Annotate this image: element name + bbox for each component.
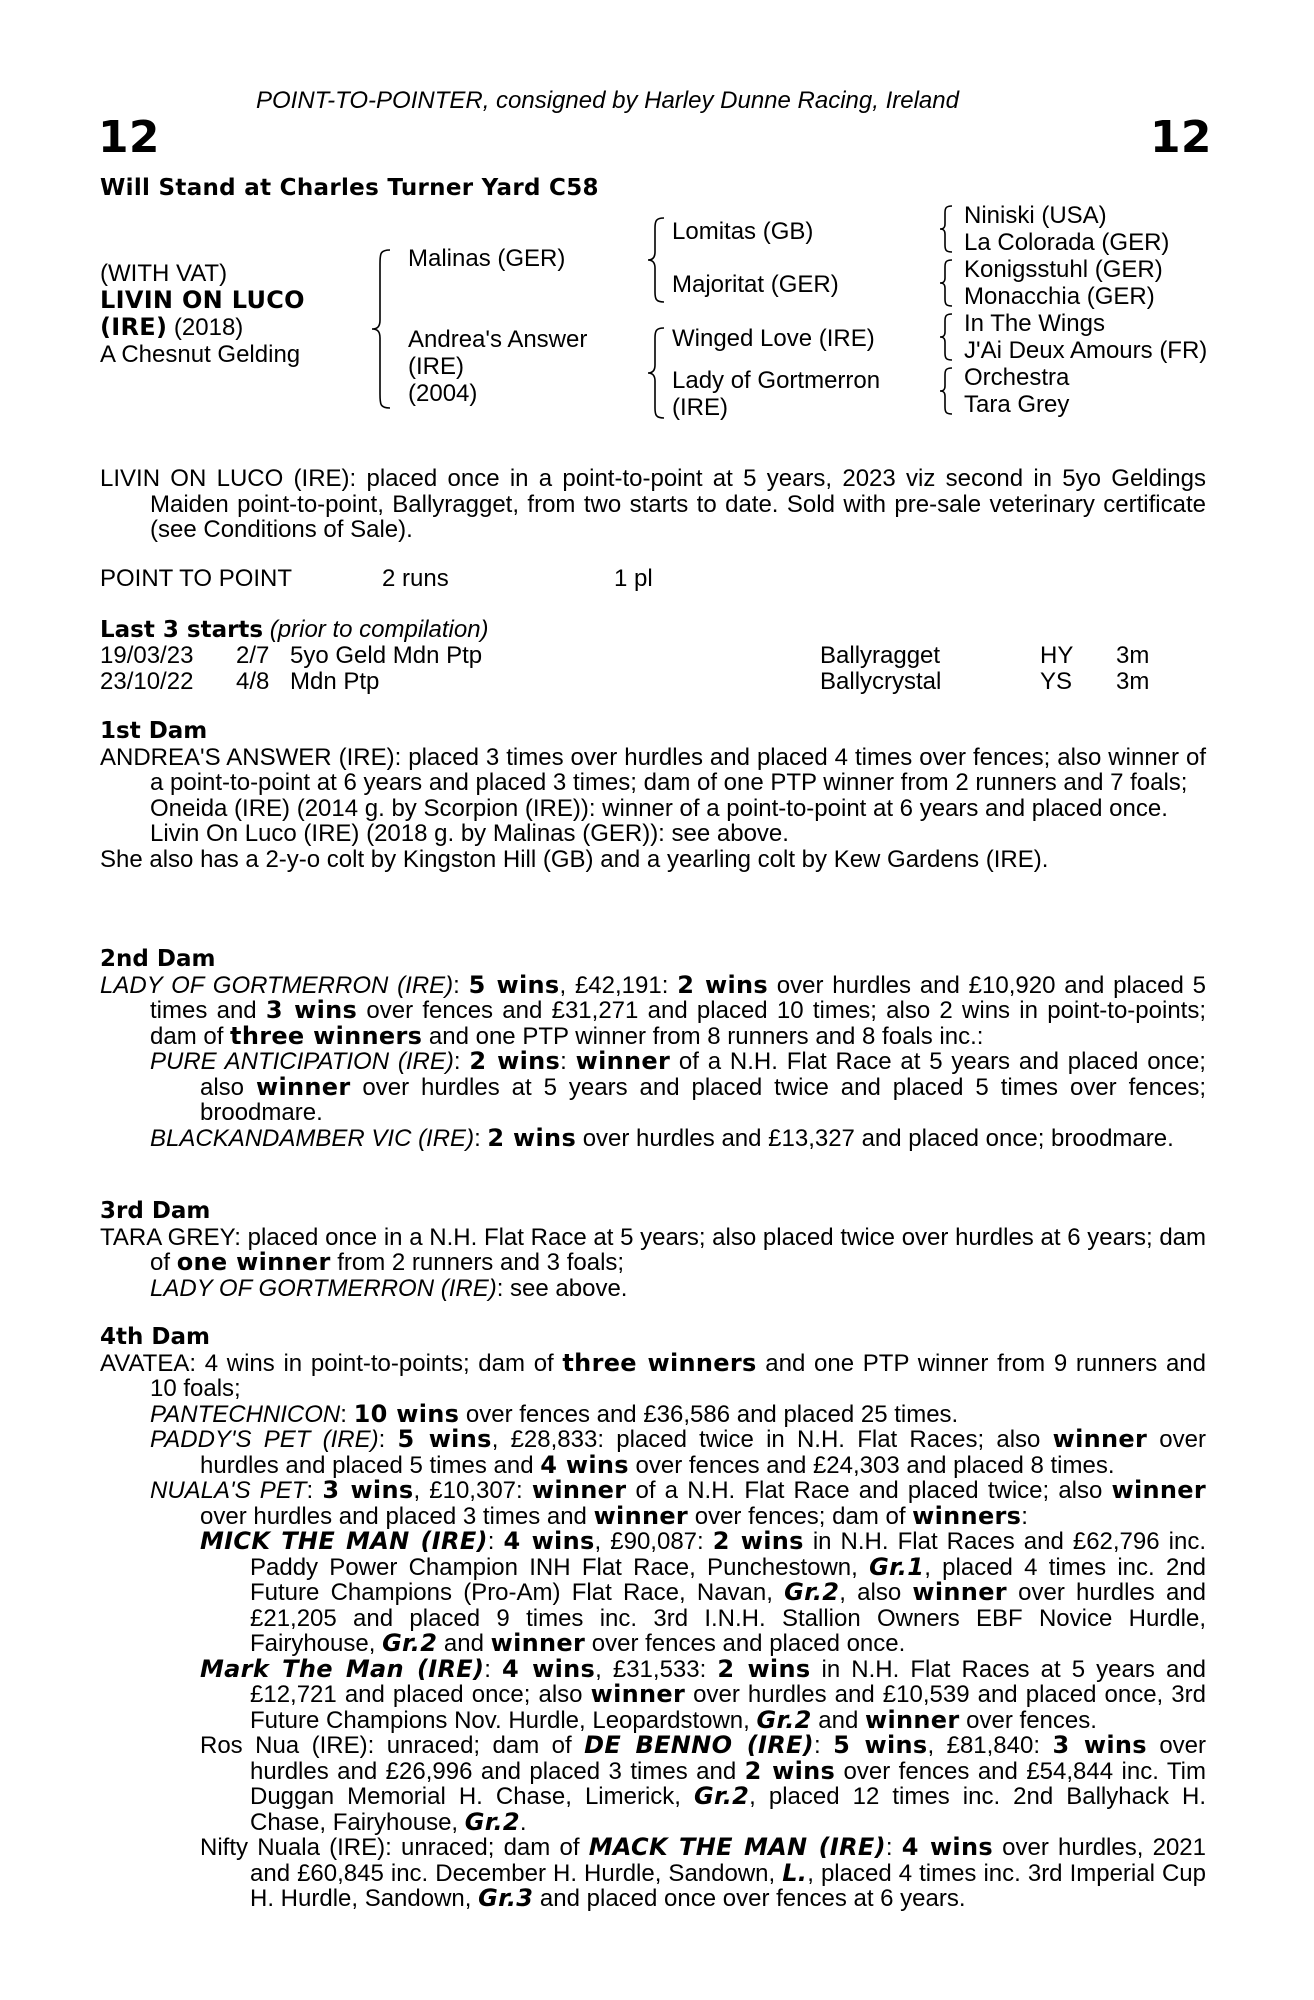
first-dam-produce: Livin On Luco (IRE) (2018 g. by Malinas (GER)): see above. <box>150 820 789 847</box>
third-dam-produce: LADY OF GORTMERRON (IRE): see above. <box>150 1274 628 1302</box>
fourth-dam-grandproduce: Ros Nua (IRE): unraced; dam of DE BENNO (IRE): 5 wins, £81,840: 3 wins over hurdles and £26,996 and placed 3 times and 2 wins over fences and £54,844 inc. Tim Duggan Memorial H. Chase, Limerick, Gr.2, placed 12 times inc. 2nd Ballyhack H. Chase, Fairyhouse, Gr.2. <box>200 1731 1207 1836</box>
lot-number-left: 12 <box>98 112 160 163</box>
vat-note: (WITH VAT) <box>100 260 228 287</box>
pedigree-dam: Andrea's Answer (IRE) (2004) <box>408 326 588 407</box>
record-runs: 2 runs <box>382 565 449 592</box>
pedigree-ss-dam: La Colorada (GER) <box>964 229 1170 256</box>
first-dam-text: ANDREA'S ANSWER (IRE): placed 3 times over hurdles and placed 4 times over fences; also winner of a point-to-point at 6 years and placed 3 times; dam of one PTP winner from 2 runners and 7 foals; <box>100 743 1206 796</box>
pedigree-sd-dam: Monacchia (GER) <box>964 283 1155 310</box>
pedigree-dam-sire: Winged Love (IRE) <box>672 325 875 352</box>
fourth-dam-produce: PANTECHNICON: 10 wins over fences and £36,586 and placed 25 times. <box>150 1399 959 1428</box>
pedigree-brace-sd <box>938 258 954 308</box>
fourth-dam-grandproduce: Nifty Nuala (IRE): unraced; dam of MACK THE MAN (IRE): 4 wins over hurdles, 2021 and £60,845 inc. December H. Hurdle, Sandown, L., placed 4 times inc. 3rd Imperial Cup H. Hurdle, Sandown, Gr.3 and placed once over fences at 6 years. <box>200 1833 1207 1912</box>
pedigree-sire-sire: Lomitas (GB) <box>672 218 814 245</box>
third-dam-section <box>100 1199 1206 1301</box>
pedigree-brace-dd <box>938 366 954 416</box>
pedigree-dd-dam: Tara Grey <box>964 391 1070 418</box>
pedigree-brace-sire <box>646 216 666 304</box>
second-dam-produce: PURE ANTICIPATION (IRE): 2 wins: winner of a N.H. Flat Race at 5 years and placed once; also winner over hurdles at 5 years and placed twice and placed 5 times over fences; broodmare. <box>150 1047 1206 1126</box>
fourth-dam-produce: PADDY'S PET (IRE): 5 wins, £28,833: placed twice in N.H. Flat Races; also winner over hurdles and placed 5 times and 4 wins over fences and £24,303 and placed 8 times. <box>150 1425 1206 1479</box>
second-dam-text: LADY OF GORTMERRON (IRE): 5 wins, £42,191: 2 wins over hurdles and £10,920 and placed 5 times and 3 wins over fences and £31,271 and placed 10 times; also 2 wins in point-to-points; dam of three winners and one PTP winner from 8 runners and 8 foals inc.: <box>100 970 1207 1050</box>
pedigree-brace-dam <box>646 326 666 420</box>
pedigree-brace-ds <box>938 312 954 362</box>
third-dam-heading: 3rd Dam <box>100 1198 211 1224</box>
second-dam-heading: 2nd Dam <box>100 946 216 972</box>
last-starts-heading: Last 3 starts (prior to compilation) <box>100 616 489 643</box>
pedigree-ds-sire: In The Wings <box>964 310 1105 337</box>
second-dam-section <box>100 947 1206 1151</box>
fourth-dam-grandproduce: Mark The Man (IRE): 4 wins, £31,533: 2 wins in N.H. Flat Races at 5 years and £12,721 and placed once; also winner over hurdles and £10,539 and placed once, 3rd Future Champions Nov. Hurdle, Leopardstown, Gr.2 and winner over fences. <box>200 1654 1207 1734</box>
horse-name: LIVIN ON LUCO <box>100 286 305 314</box>
stable-location: Will Stand at Charles Turner Yard C58 <box>100 175 599 201</box>
pedigree-sd-sire: Konigsstuhl (GER) <box>964 256 1163 283</box>
fourth-dam-section <box>100 1325 1206 1912</box>
first-dam-produce: Oneida (IRE) (2014 g. by Scorpion (IRE)): winner of a point-to-point at 6 years and placed once. <box>150 794 1168 822</box>
consignor-line: POINT-TO-POINTER, consigned by Harley Dunne Racing, Ireland <box>256 87 959 114</box>
third-dam-text: TARA GREY: placed once in a N.H. Flat Race at 5 years; also placed twice over hurdles at 6 years; dam of one winner from 2 runners and 3 foals; <box>100 1223 1206 1276</box>
pedigree-dd-sire: Orchestra <box>964 364 1070 391</box>
race-summary: LIVIN ON LUCO (IRE): placed once in a point-to-point at 5 years, 2023 viz second in 5yo Geldings Maiden point-to-point, Ballyragget, from two starts to date. Sold with pre-sale veterinary certificate (see Conditions of Sale). <box>100 465 1206 543</box>
horse-description: A Chesnut Gelding <box>100 341 301 368</box>
pedigree-brace-gen1 <box>370 248 392 410</box>
horse-identity <box>100 260 305 368</box>
pedigree-brace-ss <box>938 204 954 254</box>
record-placed: 1 pl <box>614 565 653 592</box>
first-dam-heading: 1st Dam <box>100 718 208 744</box>
second-dam-produce: BLACKANDAMBER VIC (IRE): 2 wins over hurdles and £13,327 and placed once; broodmare. <box>150 1123 1174 1152</box>
fourth-dam-text: AVATEA: 4 wins in point-to-points; dam of three winners and one PTP winner from 9 runners and 10 foals; <box>100 1348 1206 1402</box>
horse-origin-year: (IRE) (2018) <box>100 313 244 341</box>
pedigree-sire-dam: Majoritat (GER) <box>672 271 839 298</box>
fourth-dam-grandproduce: MICK THE MAN (IRE): 4 wins, £90,087: 2 wins in N.H. Flat Races and £62,796 inc. Paddy Power Champion INH Flat Race, Punchestown, Gr.1, placed 4 times inc. 2nd Future Champions (Pro-Am) Flat Race, Navan, Gr.2, also winner over hurdles and £21,205 and placed 9 times inc. 3rd I.N.H. Stallion Owners EBF Novice Hurdle, Fairyhouse, Gr.2 and winner over fences and placed once. <box>200 1527 1207 1657</box>
pedigree-sire: Malinas (GER) <box>408 245 566 272</box>
lot-number-right: 12 <box>1150 112 1212 163</box>
pedigree-ss-sire: Niniski (USA) <box>964 202 1107 229</box>
pedigree-dam-dam: Lady of Gortmerron (IRE) <box>672 367 881 421</box>
first-dam-section <box>100 719 1206 872</box>
first-dam-note: She also has a 2-y-o colt by Kingston Hill (GB) and a yearling colt by Kew Gardens (IRE). <box>100 845 1049 873</box>
fourth-dam-heading: 4th Dam <box>100 1324 210 1350</box>
pedigree-ds-dam: J'Ai Deux Amours (FR) <box>964 337 1208 364</box>
record-label: POINT TO POINT <box>100 565 293 592</box>
fourth-dam-produce: NUALA'S PET: 3 wins, £10,307: winner of a N.H. Flat Race and placed twice; also winner over hurdles and placed 3 times and winner over fences; dam of winners: <box>150 1476 1207 1530</box>
